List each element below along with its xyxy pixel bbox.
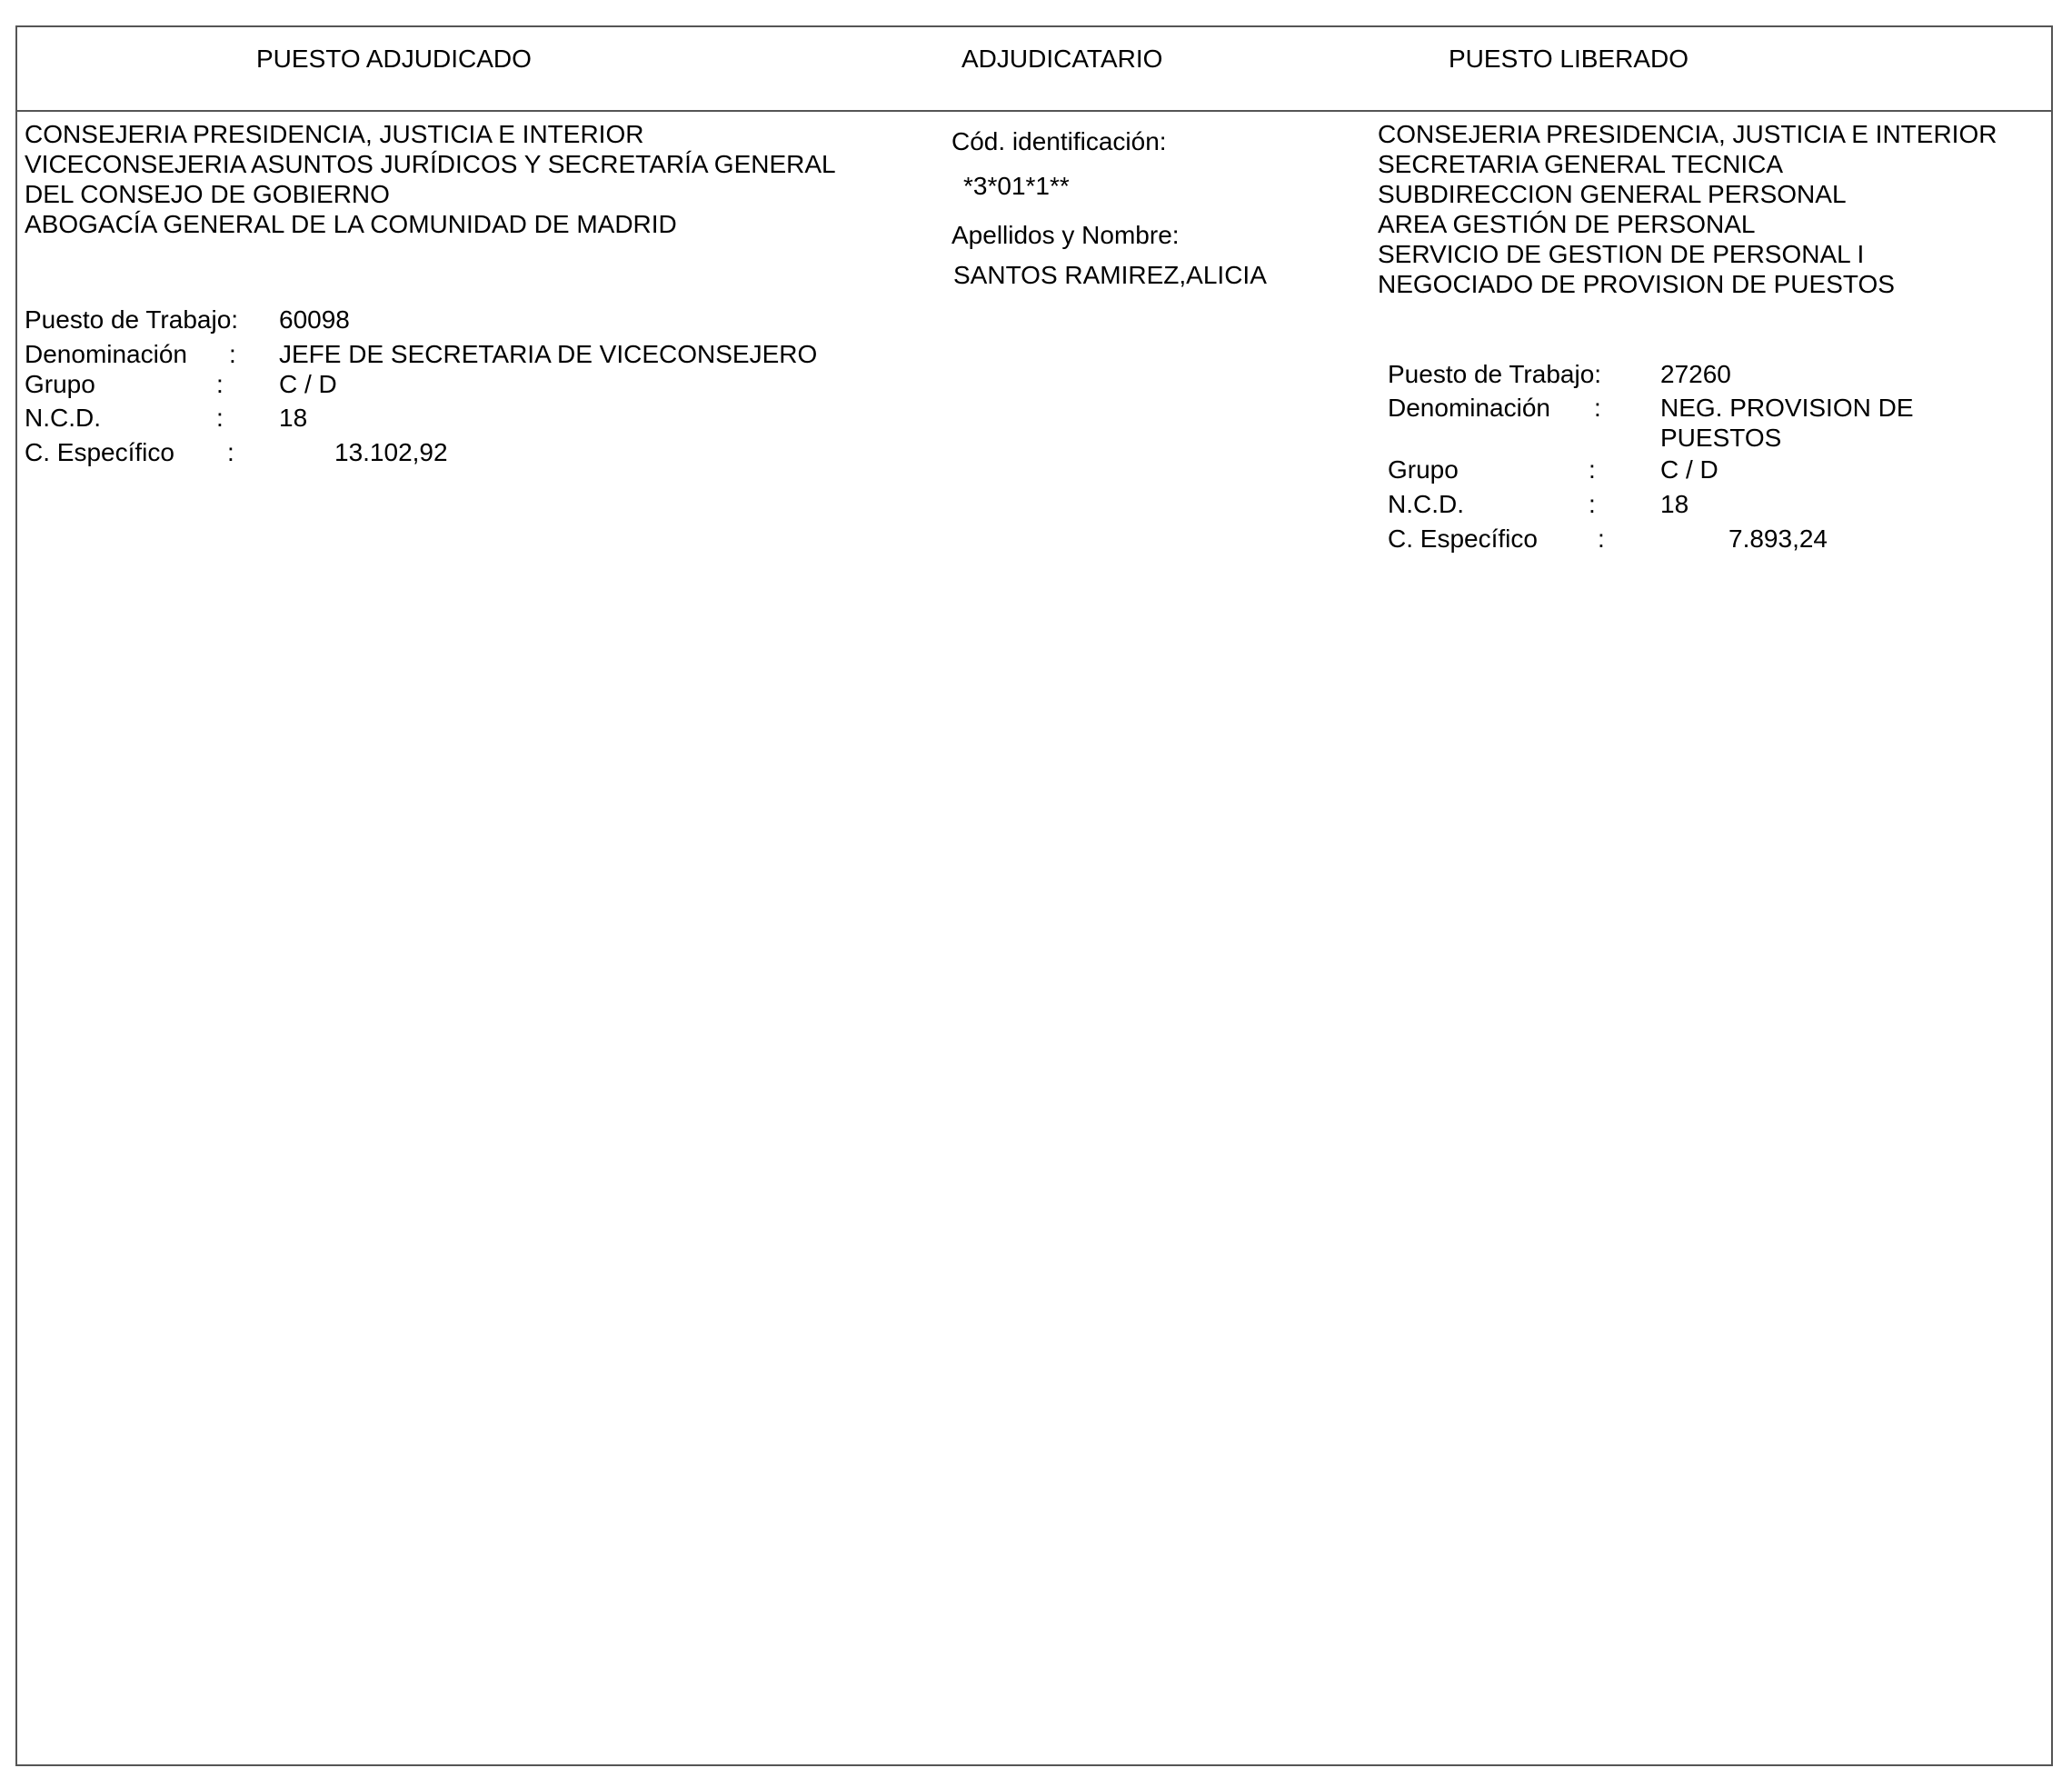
adjudicado-ncd-label: N.C.D. (25, 404, 101, 432)
adjudicado-org-line: VICECONSEJERIA ASUNTOS JURÍDICOS Y SECRETARÍA GENERAL (25, 150, 836, 178)
liberado-ncd-value: 18 (1660, 490, 1689, 518)
adjudicado-grupo-colon: : (216, 370, 224, 398)
adjudicado-denominacion-value: JEFE DE SECRETARIA DE VICECONSEJERO (279, 340, 818, 368)
liberado-org-line: NEGOCIADO DE PROVISION DE PUESTOS (1378, 270, 1895, 298)
adjudicado-grupo-value: C / D (279, 370, 337, 398)
adjudicado-especifico-value: 13.102,92 (334, 438, 448, 466)
header-puesto-adjudicado: PUESTO ADJUDICADO (256, 45, 532, 73)
liberado-denominacion-value-line2: PUESTOS (1660, 424, 1782, 452)
header-divider (15, 110, 2053, 112)
liberado-grupo-label: Grupo (1388, 455, 1459, 484)
adjudicatario-cod-value: *3*01*1** (963, 172, 1070, 200)
adjudicado-org-block (25, 119, 836, 239)
liberado-org-line: AREA GESTIÓN DE PERSONAL (1378, 210, 1756, 238)
adjudicado-denominacion-colon: : (229, 340, 236, 368)
adjudicado-org-line: DEL CONSEJO DE GOBIERNO (25, 180, 390, 208)
adjudicado-denominacion-label: Denominación (25, 340, 187, 368)
liberado-puesto-label: Puesto de Trabajo: (1388, 360, 1602, 388)
liberado-especifico-colon: : (1598, 524, 1605, 553)
adjudicado-grupo-label: Grupo (25, 370, 95, 398)
liberado-org-block (1378, 119, 1997, 299)
header-adjudicatario: ADJUDICATARIO (961, 45, 1163, 73)
adjudicado-puesto-label: Puesto de Trabajo: (25, 305, 239, 334)
liberado-grupo-colon: : (1589, 455, 1596, 484)
liberado-org-line: CONSEJERIA PRESIDENCIA, JUSTICIA E INTERIOR (1378, 120, 1997, 148)
adjudicado-ncd-colon: : (216, 404, 224, 432)
adjudicado-especifico-colon: : (227, 438, 234, 466)
liberado-especifico-label: C. Específico (1388, 524, 1538, 553)
liberado-denominacion-label: Denominación (1388, 394, 1550, 422)
adjudicado-puesto-value: 60098 (279, 305, 350, 334)
liberado-org-line: SECRETARIA GENERAL TECNICA (1378, 150, 1784, 178)
liberado-org-line: SERVICIO DE GESTION DE PERSONAL I (1378, 240, 1865, 268)
liberado-ncd-colon: : (1589, 490, 1596, 518)
adjudicatario-nombre-label: Apellidos y Nombre: (951, 221, 1180, 249)
adjudicatario-cod-label: Cód. identificación: (951, 127, 1167, 155)
liberado-denominacion-value-line1: NEG. PROVISION DE (1660, 394, 1914, 422)
liberado-puesto-value: 27260 (1660, 360, 1731, 388)
liberado-grupo-value: C / D (1660, 455, 1718, 484)
adjudicado-org-line: ABOGACÍA GENERAL DE LA COMUNIDAD DE MADRID (25, 210, 677, 238)
liberado-org-line: SUBDIRECCION GENERAL PERSONAL (1378, 180, 1847, 208)
adjudicado-org-line: CONSEJERIA PRESIDENCIA, JUSTICIA E INTERIOR (25, 120, 644, 148)
adjudicado-especifico-label: C. Específico (25, 438, 174, 466)
adjudicatario-nombre-value: SANTOS RAMIREZ,ALICIA (953, 261, 1267, 289)
header-puesto-liberado: PUESTO LIBERADO (1449, 45, 1689, 73)
liberado-ncd-label: N.C.D. (1388, 490, 1464, 518)
liberado-especifico-value: 7.893,24 (1728, 524, 1828, 553)
adjudicado-ncd-value: 18 (279, 404, 308, 432)
liberado-denominacion-colon: : (1594, 394, 1601, 422)
